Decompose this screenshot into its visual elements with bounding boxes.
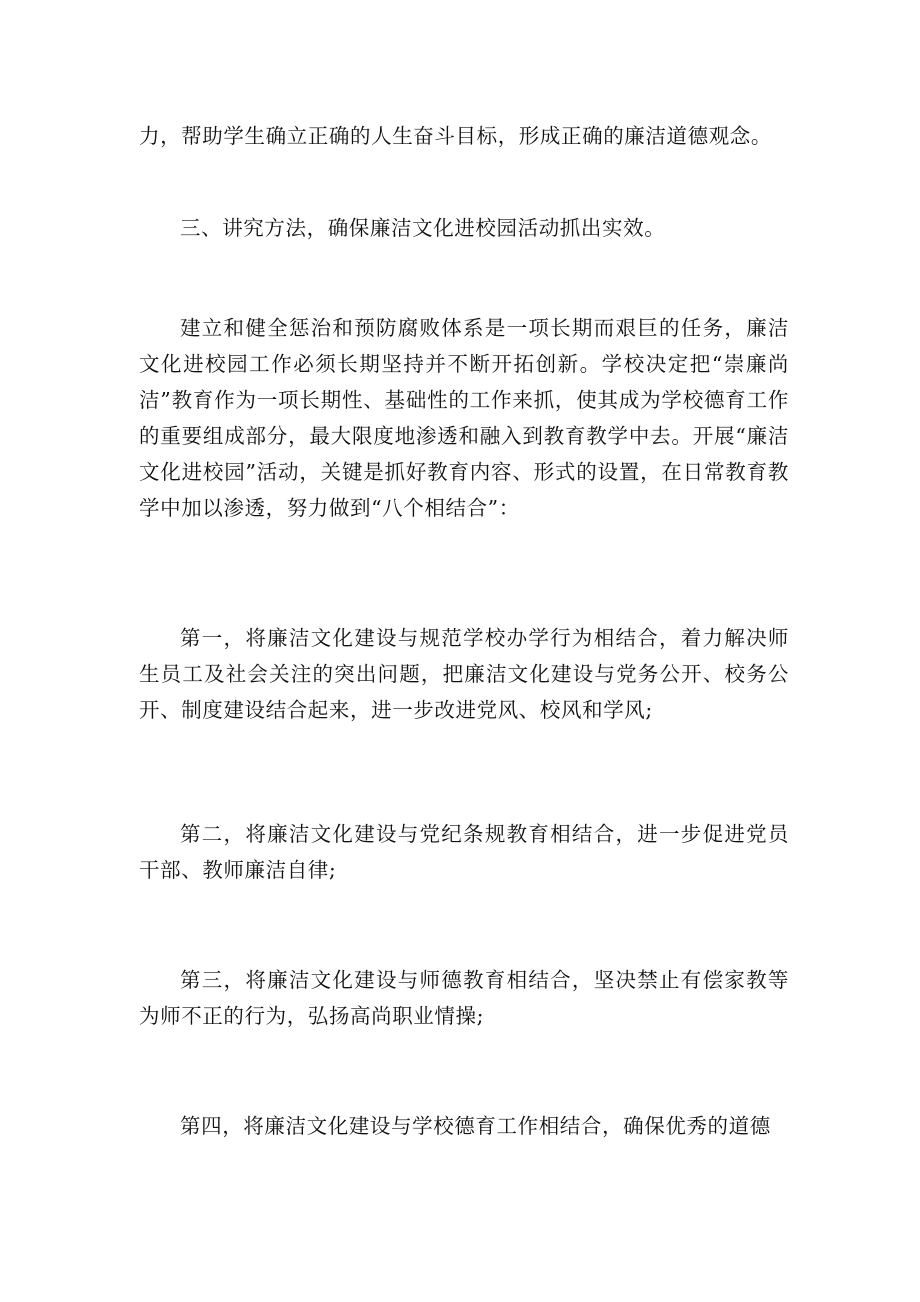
paragraph-point-one: 第一，将廉洁文化建设与规范学校办学行为相结合，着力解决师生员工及社会关注的突出问题，把廉洁文化建设与党务公开、校务公开、制度建设结合起来，进一步改进党风、校风和学风; [139,626,789,722]
section-heading-three: 三、讲究方法，确保廉洁文化进校园活动抓出实效。 [180,216,666,240]
paragraph-point-four: 第四，将廉洁文化建设与学校德育工作相结合，确保优秀的道德 [180,1114,771,1138]
paragraph-point-two: 第二，将廉洁文化建设与党纪条规教育相结合，进一步促进党员干部、教师廉洁自律; [139,822,789,882]
paragraph-method-intro: 建立和健全惩治和预防腐败体系是一项长期而艰巨的任务，廉洁文化进校园工作必须长期坚持并不断开拓创新。学校决定把“崇廉尚洁”教育作为一项长期性、基础性的工作来抓，使其成为学校德育工作的重要组成部分，最大限度地渗透和融入到教育教学中去。开展“廉洁文化进校园”活动，关键是抓好教育内容、形式的设置，在日常教育教学中加以渗透，努力做到“八个相结合”： [139,316,789,520]
paragraph-point-three: 第三，将廉洁文化建设与师德教育相结合，坚决禁止有偿家教等为师不正的行为，弘扬高尚职业情操; [139,968,789,1028]
paragraph-continuation: 力，帮助学生确立正确的人生奋斗目标，形成正确的廉洁道德观念。 [139,124,772,148]
